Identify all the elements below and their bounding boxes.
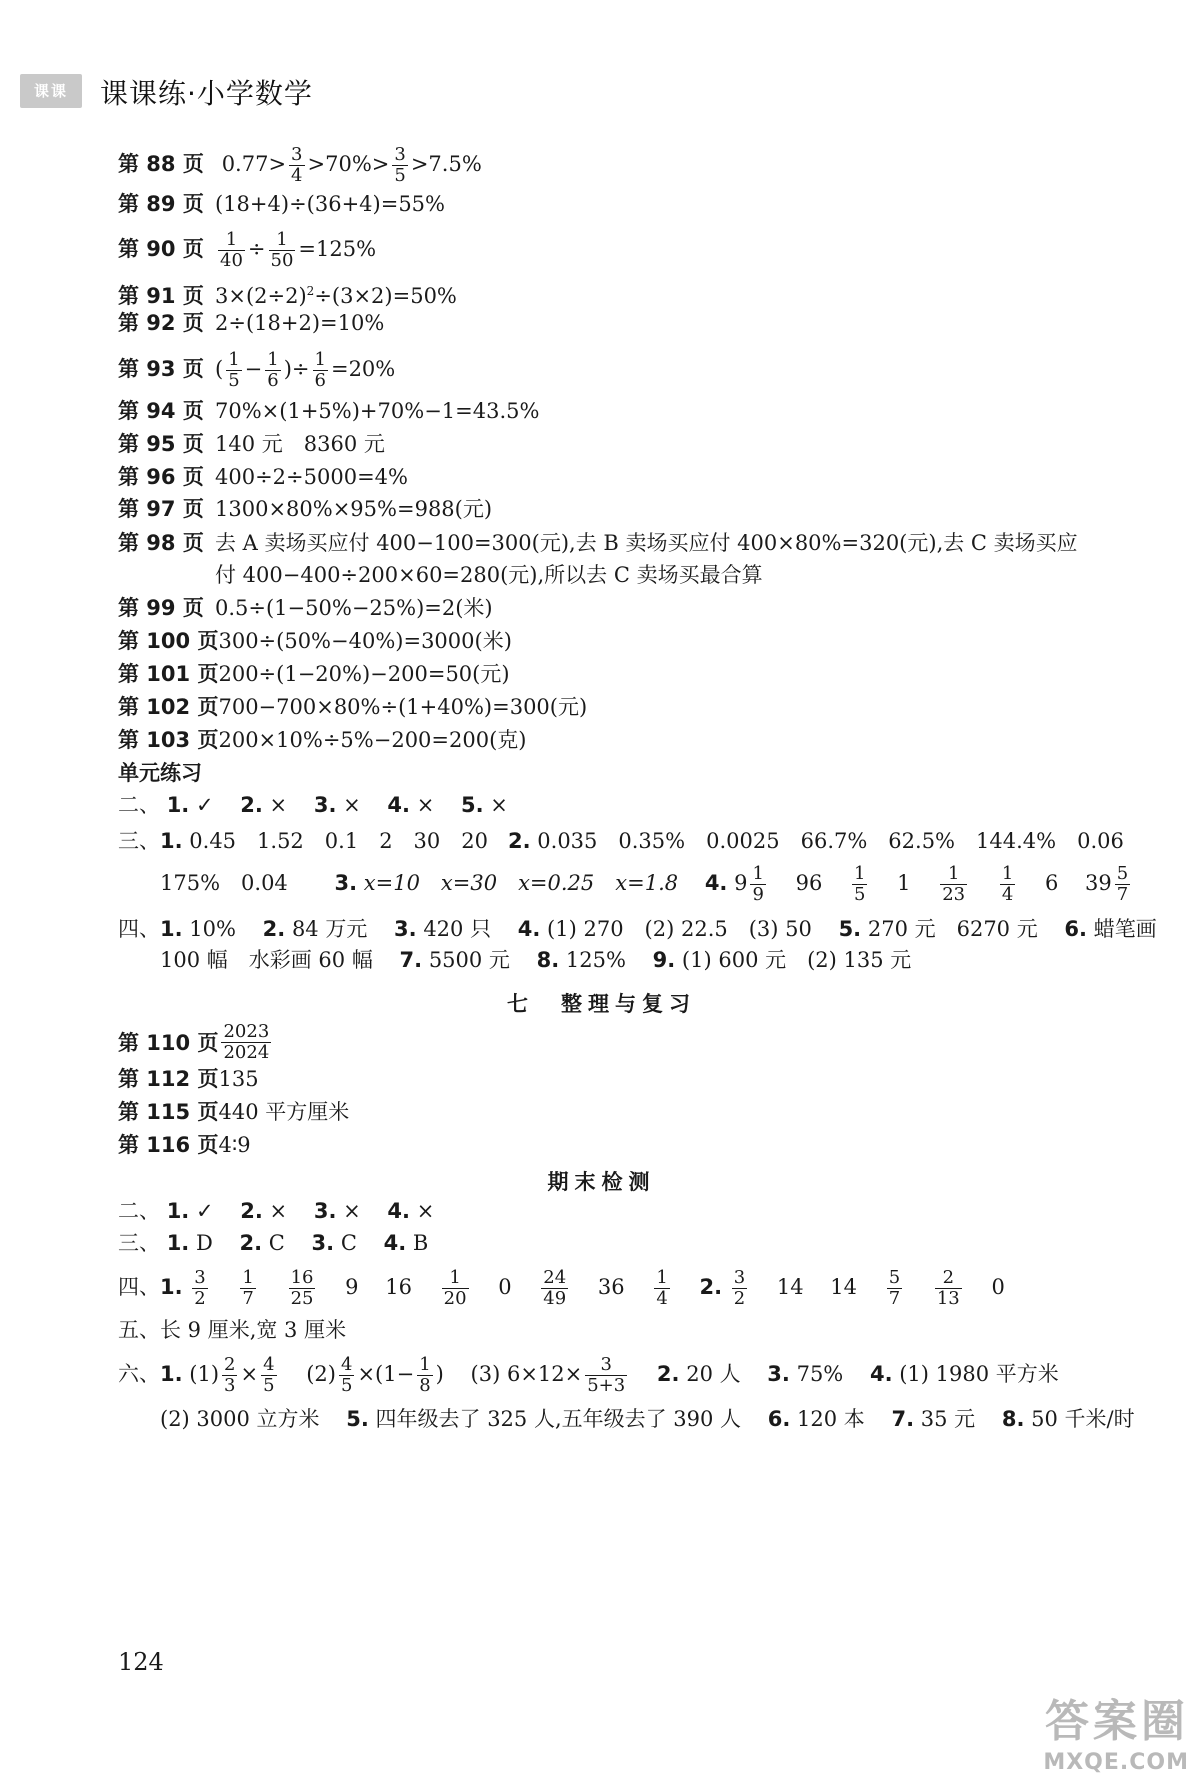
denominator: 8 [419,1375,431,1396]
value: 0 [498,1275,512,1299]
answer-text: 135 [218,1067,259,1091]
answer-row-p99 [118,593,493,623]
denominator: 2024 [223,1042,270,1063]
section-prefix: 二、 [118,793,160,817]
page-label: 第 94 页 [118,399,204,423]
fraction [313,350,328,391]
page-label: 第 97 页 [118,497,204,521]
q-num: 3. [313,793,337,817]
fraction [218,230,245,271]
answer-row-p98-cont [215,560,763,590]
q-answer: 5500 元 [428,948,510,972]
expr: >70%> [307,152,390,176]
fraction [339,1355,354,1396]
q-answer: (1) 270 (2) 22.5 (3) 50 [547,917,812,941]
fraction [541,1268,568,1309]
numerator: 1 [1001,863,1014,884]
numerator: 1 [314,349,326,370]
fraction [269,230,296,271]
q-num: 3. [334,871,358,895]
section-prefix: 二、 [118,1199,160,1223]
answer-row-p89 [118,189,445,219]
fraction [261,1355,276,1396]
answer-row-p92 [118,308,384,338]
q-answer: × [416,793,435,817]
q-num: 1. [166,1199,190,1223]
answer-text: 200÷(1−20%)−200=50(元) [218,662,510,686]
q-num: 2. [240,793,263,817]
denominator: 6 [267,370,279,391]
value: 1 [897,871,911,895]
numerator: 1 [752,863,764,884]
page-label: 第 88 页 [118,152,204,176]
q-answer: B [412,1231,429,1255]
fraction [1000,864,1015,905]
denominator: 4 [656,1288,668,1309]
mixed-whole: 39 [1085,871,1112,895]
q-answer: × [269,1199,288,1223]
denominator: 6 [314,370,326,391]
fraction [442,1268,469,1309]
q-num: 1. [160,829,183,853]
q-answer: C [268,1231,285,1255]
q-num: 9. [652,948,676,972]
fraction [240,1268,255,1309]
expr: ( [215,357,224,381]
q-num: 4. [517,917,541,941]
section-prefix: 三、 [118,1231,160,1255]
section-prefix: 六、 [118,1362,160,1386]
fraction [940,864,967,905]
answer-text: 140 元 8360 元 [215,432,385,456]
answer-text: 五、长 9 厘米,宽 3 厘米 [118,1318,347,1342]
value: 36 [597,1275,625,1299]
numerator: 3 [291,144,303,165]
sub-label: (1) [189,1362,220,1386]
expr: (3) 6×12× [470,1362,583,1386]
unit-section-3-cont [160,864,1133,905]
answer-row-p96 [118,462,408,492]
denominator: 7 [242,1288,254,1309]
q-answer: 420 只 [423,917,492,941]
answer-row-p115 [118,1097,349,1127]
q-answer: 270 元 6270 元 [867,917,1038,941]
fraction [265,350,280,391]
q-answer: (2) 3000 立方米 [160,1407,320,1431]
review-heading: 七 整理与复习 [507,992,696,1016]
unit-heading: 单元练习 [118,761,202,785]
q-num: 4. [383,1231,407,1255]
fraction [192,1268,207,1309]
answer-text: 70%×(1+5%)+70%−1=43.5% [215,399,540,423]
value: 0 [991,1275,1005,1299]
q-num: 5. [838,917,862,941]
numerator: 24 [543,1267,567,1288]
expr: ÷ [247,237,266,261]
q-answer: 四年级去了 325 人,五年级去了 390 人 [375,1407,742,1431]
q-num: 1. [166,1231,190,1255]
numerator: 5 [1116,863,1129,884]
expr: 3×(2÷2) [215,284,307,308]
answer-row-p94 [118,396,539,426]
numerator: 1 [218,230,245,251]
publisher-logo: 课课 [20,74,82,108]
final-section-2 [118,1196,434,1226]
answer-row-p101 [118,659,510,689]
numerator: 3 [733,1267,746,1288]
q-num: 4. [387,793,411,817]
fraction [732,1268,747,1309]
expr: − [244,357,263,381]
page-label: 第 92 页 [118,311,204,335]
watermark-logo [974,1694,1189,1786]
expr: )÷ [283,357,310,381]
q-num: 2. [508,829,531,853]
expr: ÷(3×2)=50% [314,284,457,308]
answer-row-p102 [118,692,587,722]
numerator: 1 [940,864,967,885]
page-label: 第 101 页 [118,662,219,686]
q-num: 3. [311,1231,335,1255]
page-label: 第 96 页 [118,465,204,489]
q-answer: 100 幅 水彩画 60 幅 [160,948,373,972]
unit-section-2 [118,790,508,820]
numerator: 1 [419,1354,431,1375]
denominator: 25 [290,1288,314,1309]
page-label: 第 91 页 [118,284,204,308]
q-num: 4. [704,871,728,895]
q-num: 5. [346,1407,369,1431]
q-answer: 35 元 [920,1407,976,1431]
q-answer: ✓ [195,793,214,817]
denominator: 5 [228,370,240,391]
page-label: 第 89 页 [118,192,204,216]
denominator: 49 [543,1288,567,1309]
q-num: 6. [1064,917,1088,941]
numerator: 3 [194,1267,206,1288]
q-answer: × [416,1199,435,1223]
q-num: 2. [262,917,286,941]
page-label: 第 110 页 [118,1030,219,1055]
numerator: 16 [290,1267,314,1288]
q-answer: ✓ [195,1199,214,1223]
answer-row-p97 [118,494,492,524]
answer-text: (18+4)÷(36+4)=55% [215,192,445,216]
final-section-6-cont [160,1404,1135,1434]
fraction [417,1355,432,1396]
answer-row-p93 [118,350,395,391]
answer-text: 去 A 卖场买应付 400−100=300(元),去 B 卖场买应付 400×80%=320(元),去 C 卖场买应 [215,531,1078,555]
q-answer: 20 人 [686,1362,741,1386]
fraction [852,864,867,905]
q-num: 1. [166,793,190,817]
expr: 0.77> [221,152,287,176]
value: 14 [776,1275,804,1299]
watermark-small: MXQE.COM [1043,1750,1189,1775]
exponent: 2 [306,284,315,298]
fraction [750,864,765,905]
answer-row-p116 [118,1130,251,1160]
denominator: 5 [394,165,406,186]
denominator: 3 [224,1375,236,1396]
answer-text: 300÷(50%−40%)=3000(米) [218,629,512,653]
denominator: 9 [752,884,764,905]
q-num: 4. [387,1199,411,1223]
denominator: 5 [263,1375,275,1396]
q-num: 3. [394,917,417,941]
answer-row-p103 [118,725,526,755]
answer-row-p98 [118,528,1078,558]
numerator: 5 [888,1267,901,1288]
numerator: 1 [854,863,866,884]
numerator: 3 [394,144,406,165]
expr: >7.5% [410,152,482,176]
numerator: 1 [228,349,240,370]
page-label: 第 99 页 [118,596,204,620]
q-answer: 84 万元 [291,917,368,941]
fraction [222,1355,237,1396]
denominator: 40 [220,250,243,271]
q-num: 2. [240,1199,263,1223]
page-label: 第 112 页 [118,1067,219,1091]
answer-row-p90 [118,230,376,271]
q-answer: 75% [796,1362,844,1386]
q-num: 2. [239,1231,263,1255]
numerator: 1 [269,230,296,251]
q-answer: 0.45 1.52 0.1 2 30 20 [189,829,488,853]
answer-row-p95 [118,429,385,459]
q-num: 7. [399,948,423,972]
final-section-3 [118,1228,428,1258]
section-prefix: 四、 [118,917,160,941]
q-answer: 125% [565,948,626,972]
numerator: 2 [224,1354,236,1375]
q-num: 2. [656,1362,680,1386]
q-num: 4. [869,1362,893,1386]
fraction [887,1268,902,1309]
q-num: 1. [160,1275,183,1299]
fraction [935,1268,962,1309]
final-section-6 [118,1355,1059,1396]
numerator: 1 [442,1268,469,1289]
fraction [289,1268,316,1309]
value: 16 [385,1275,412,1299]
page-label: 第 93 页 [118,357,204,381]
section-prefix: 三、 [118,829,160,853]
denominator: 7 [1116,884,1129,905]
q-num: 3. [313,1199,337,1223]
expr: =125% [298,237,377,261]
denominator: 2 [733,1288,746,1309]
q-num: 8. [1001,1407,1025,1431]
page-label: 第 95 页 [118,432,204,456]
q-answer: × [343,1199,361,1223]
expr: =20% [330,357,396,381]
answer-text: 4∶9 [218,1133,251,1157]
final-section-4 [118,1268,1005,1309]
q-answer: 50 千米/时 [1031,1407,1135,1431]
fraction [585,1355,627,1396]
q-answer: (1) 1980 平方米 [899,1362,1059,1386]
denominator: 5 [854,884,866,905]
numerator: 1 [656,1267,668,1288]
denominator: 4 [1001,884,1014,905]
answer-row-p100 [118,626,512,656]
answer-text: 700−700×80%÷(1+40%)=300(元) [218,695,588,719]
value: 96 [795,871,823,895]
page-number: 124 [118,1648,164,1676]
q-answer: 0.035 0.35% 0.0025 66.7% 62.5% 144.4% 0.06 [537,829,1124,853]
answer-text: 200×10%÷5%−200=200(克) [218,728,527,752]
denominator: 7 [888,1288,901,1309]
fraction [221,1022,271,1063]
numerator: 3 [585,1355,627,1376]
denominator: 20 [443,1288,467,1309]
denominator: 5 [340,1375,353,1396]
denominator: 13 [936,1288,960,1309]
q-num: 3. [767,1362,790,1386]
page-label: 第 102 页 [118,695,219,719]
expr: × [240,1362,259,1386]
q-num: 1. [160,917,183,941]
numerator: 2 [935,1268,962,1289]
page-label: 第 98 页 [118,531,204,555]
page-label: 第 100 页 [118,629,219,653]
denominator: 5+3 [587,1375,626,1396]
answer-text: 付 400−400÷200×60=280(元),所以去 C 卖场买最合算 [215,563,763,587]
book-title: 课课练·小学数学 [100,77,313,110]
q-answer: D [195,1231,213,1255]
denominator: 4 [291,165,303,186]
denominator: 50 [270,250,294,271]
page-label: 第 115 页 [118,1100,219,1124]
q-answer: 175% 0.04 [160,871,288,895]
numerator: 4 [263,1354,275,1375]
answer-row-p88 [118,145,482,186]
q-answer: × [490,793,508,817]
q-answer: 蜡笔画 [1093,917,1157,941]
value: 9 [345,1275,359,1299]
q-num: 8. [536,948,560,972]
mixed-whole: 9 [734,871,748,895]
q-num: 7. [891,1407,915,1431]
value: 6 [1044,871,1059,895]
q-num: 6. [767,1407,791,1431]
q-answer: × [343,793,361,817]
q-answer: 10% [189,917,236,941]
answer-text: 440 平方厘米 [218,1100,350,1124]
answer-row-p110 [118,1022,274,1063]
q-num: 2. [699,1275,723,1299]
q-num: 1. [160,1362,183,1386]
q-answer: C [340,1231,357,1255]
fraction [1115,864,1130,905]
answer-text: 2÷(18+2)=10% [215,311,385,335]
denominator: 23 [942,884,966,905]
unit-section-3 [118,826,1124,856]
numerator: 1 [242,1267,254,1288]
fraction [226,350,241,391]
fraction [392,145,407,186]
q-answer: × [269,793,288,817]
section-prefix: 四、 [118,1275,160,1299]
q-answer: x=10 x=30 x=0.25 x=1.8 [363,871,679,895]
q-num: 5. [461,793,484,817]
numerator: 4 [340,1354,353,1375]
page-label: 第 116 页 [118,1133,219,1157]
answer-row-p91 [118,276,457,311]
page-label: 第 103 页 [118,728,219,752]
page-label: 第 90 页 [118,237,204,261]
final-heading: 期末检测 [547,1170,656,1194]
denominator: 2 [194,1288,206,1309]
answer-text: 0.5÷(1−50%−25%)=2(米) [215,596,493,620]
unit-section-4 [118,914,1157,944]
answer-text: 1300×80%×95%=988(元) [215,497,493,521]
fraction [654,1268,669,1309]
q-answer: (1) 600 元 (2) 135 元 [681,948,912,972]
value: 14 [830,1275,858,1299]
q-answer: 120 本 [797,1407,865,1431]
answer-text: 400÷2÷5000=4% [215,465,408,489]
expr: ×(1− [357,1362,415,1386]
expr: ) [435,1362,444,1386]
numerator: 2023 [223,1021,270,1042]
watermark-big: 答案圈 [1045,1696,1189,1747]
sub-label: (2) [306,1362,336,1386]
fraction [289,145,304,186]
numerator: 1 [267,349,279,370]
final-section-5 [118,1315,346,1345]
unit-section-4-cont [160,945,911,975]
answer-row-p112 [118,1064,259,1094]
